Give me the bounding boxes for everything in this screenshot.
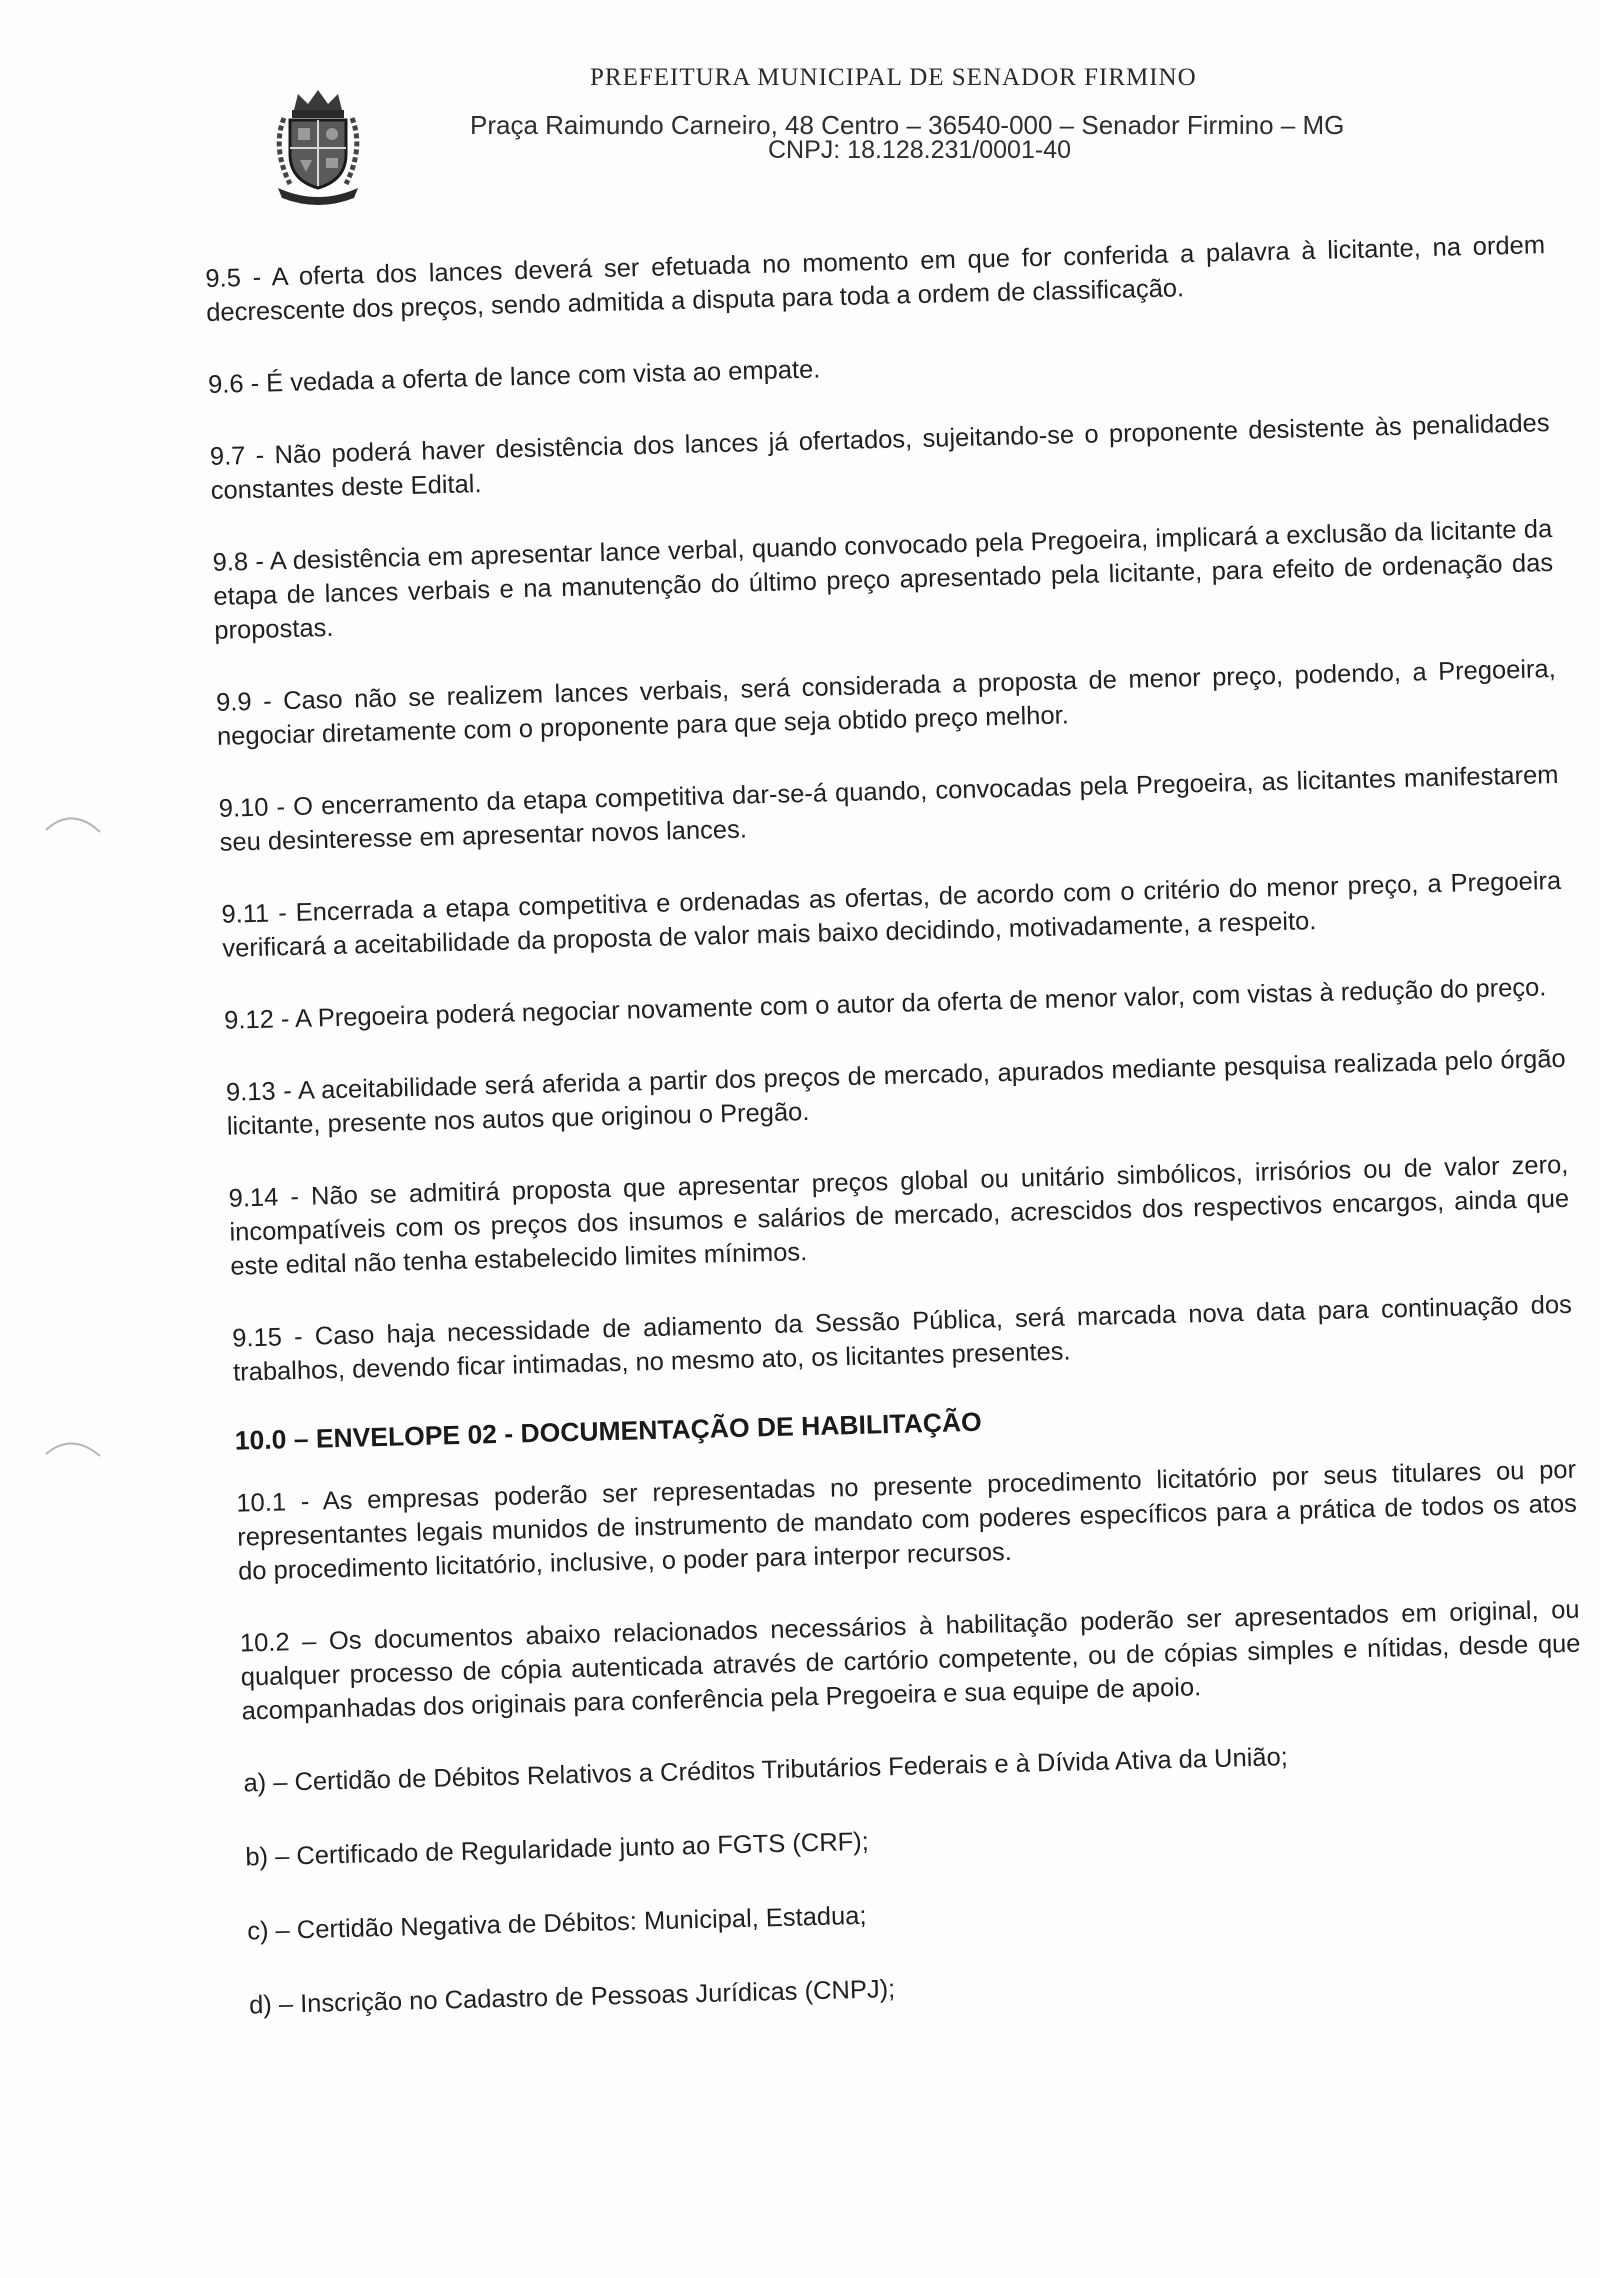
clause-9-6: 9.6 - É vedada a oferta de lance com vista ao empate. bbox=[207, 355, 821, 399]
clause-9-5: 9.5 - A oferta dos lances deverá ser efetuada no momento em que for conferida a palavra à licitante, na ordem decrescente dos preços, sendo admitida a disputa para toda a ordem de classificação. bbox=[205, 231, 1546, 327]
clause-9-15: 9.15 - Caso haja necessidade de adiamento da Sessão Pública, será marcada nova data para continuação dos trabalhos, devendo ficar intimadas, no mesmo ato, os licitantes presentes. bbox=[231, 1290, 1573, 1387]
clause-10-2: 10.2 – Os documentos abaixo relacionados necessários à habilitação poderão ser apresentados em original, ou qualquer processo de cópia autenticada através de cartório competente, ou de cópias simples e nítidas, desde que acompanhadas dos originais para conferência pela Pregoeira e sua equipe de apoio. bbox=[239, 1595, 1581, 1726]
clause-10-1: 10.1 - As empresas poderão ser representadas no presente procedimento licitatório por seus titulares ou por representantes legais munidos de instrumento de mandato com poderes específicos para a prática de todos os atos do procedimento licitatório, inclusive, o poder para interpor recursos. bbox=[236, 1455, 1578, 1586]
document-list-item: a) – Certidão de Débitos Relativos a Créditos Tributários Federais e à Dívida Ativa da União; bbox=[243, 1743, 1289, 1798]
clause-9-12: 9.12 - A Pregoeira poderá negociar novamente com o autor da oferta de menor valor, com vistas à redução do preço. bbox=[223, 973, 1547, 1035]
organization-address: Praça Raimundo Carneiro, 48 Centro – 36540-000 – Senador Firmino – MG bbox=[470, 110, 1345, 140]
municipal-coat-of-arms-icon bbox=[268, 88, 368, 206]
clause-9-14: 9.14 - Não se admitirá proposta que apresentar preços global ou unitário simbólicos, irrisórios ou de valor zero, incompatíveis com os preços dos insumos e salários de mercado, acrescidos dos respectivos encargos, ainda que este edital não tenha estabelecido limites mínimos. bbox=[228, 1150, 1570, 1281]
punch-hole-mark bbox=[44, 806, 104, 836]
punch-hole-mark bbox=[44, 1432, 104, 1462]
clause-9-11: 9.11 - Encerrada a etapa competitiva e ordenadas as ofertas, de acordo com o critério do menor preço, a Pregoeira verificará a aceitabilidade da proposta de valor mais baixo decidindo, motivadamente, a respeito. bbox=[221, 866, 1562, 963]
section-title: 10.0 – ENVELOPE 02 - DOCUMENTAÇÃO DE HABILITAÇÃO bbox=[234, 1406, 982, 1456]
clause-9-8: 9.8 - A desistência em apresentar lance verbal, quando convocado pela Pregoeira, implicará a exclusão da licitante da etapa de lances verbais e na manutenção do último preço apresentado pela licitante, para efeito de ordenação das propostas. bbox=[212, 515, 1554, 645]
clause-9-7: 9.7 - Não poderá haver desistência dos lances já ofertados, sujeitando-se o proponente desistente às penalidades constantes deste Edital. bbox=[209, 409, 1550, 505]
organization-cnpj: CNPJ: 18.128.231/0001-40 bbox=[768, 136, 1071, 164]
document-list-item: b) – Certificado de Regularidade junto ao FGTS (CRF); bbox=[245, 1827, 870, 1872]
letterhead bbox=[0, 0, 1600, 230]
clause-9-13: 9.13 - A aceitabilidade será aferida a partir dos preços de mercado, apurados mediante pesquisa realizada pelo órgão licitante, presente nos autos que originou o Pregão. bbox=[225, 1044, 1566, 1141]
document-list-item: c) – Certidão Negativa de Débitos: Municipal, Estadua; bbox=[246, 1901, 867, 1946]
clause-9-10: 9.10 - O encerramento da etapa competitiva dar-se-á quando, convocadas pela Pregoeira, as licitantes manifestarem seu desinteresse em apresentar novos lances. bbox=[218, 760, 1559, 857]
clause-9-9: 9.9 - Caso não se realizem lances verbais, será considerada a proposta de menor preço, podendo, a Pregoeira, negociar diretamente com o proponente para que seja obtido preço melhor. bbox=[215, 654, 1557, 751]
document-body bbox=[205, 228, 1590, 2062]
document-list-item: d) – Inscrição no Cadastro de Pessoas Jurídicas (CNPJ); bbox=[248, 1975, 896, 2020]
organization-name: PREFEITURA MUNICIPAL DE SENADOR FIRMINO bbox=[590, 64, 1197, 91]
